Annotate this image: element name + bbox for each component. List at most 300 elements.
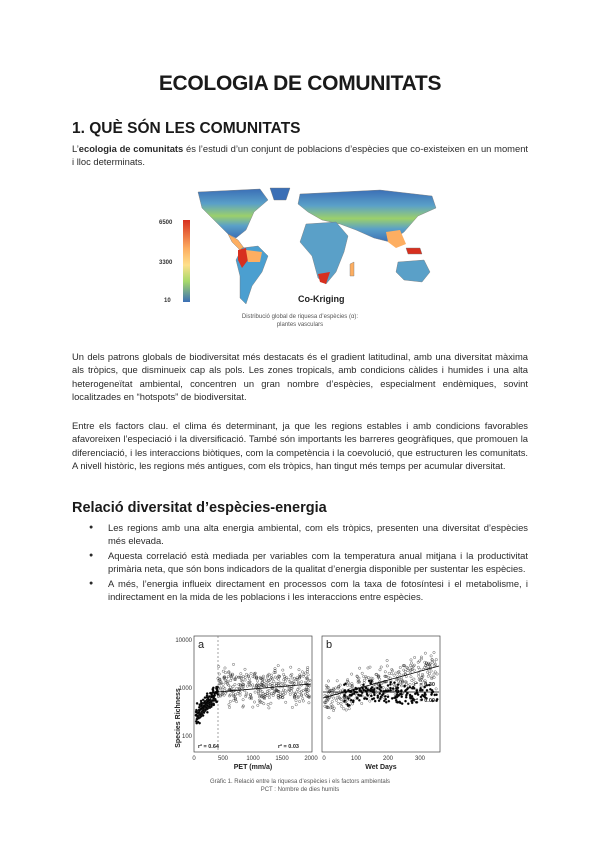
data-point-filled [347,697,349,699]
intro-bold-term: ecologia de comunitats [78,143,184,154]
data-point-filled [397,684,399,686]
data-point-open [297,681,299,683]
data-point-filled [379,684,381,686]
data-point-filled [368,680,370,682]
map-method-label: Co-Kriging [298,294,345,304]
data-point-open [419,668,421,670]
x-tick-label: 1000 [246,756,260,762]
data-point-filled [388,700,390,702]
data-point-open [331,701,333,703]
data-point-open [284,692,286,694]
data-point-filled [367,694,369,696]
section-heading-que-son: 1. QUÈ SÓN LES COMUNITATS [72,120,301,137]
data-point-open [337,702,339,704]
data-point-filled [378,700,380,702]
data-point-filled [410,697,412,699]
data-point-open [380,666,382,668]
panel-b-x-label: Wet Days [365,764,397,771]
data-point-open [242,675,244,677]
data-point-open [395,672,397,674]
data-point-open [434,671,436,673]
data-point-open [336,680,338,682]
data-point-filled [389,687,391,689]
data-point-open [236,687,238,689]
data-point-filled [206,711,208,713]
data-point-open [299,692,301,694]
data-point-open [231,677,233,679]
data-point-filled [363,698,365,700]
species-richness-world-map [150,186,450,310]
data-point-open [298,700,300,702]
data-point-open [411,679,413,681]
data-point-open [333,707,335,709]
data-point-open [273,680,275,682]
data-point-open [282,669,284,671]
data-point-filled [374,700,376,702]
x-tick-label: 0 [322,756,326,762]
data-point-open [256,680,258,682]
data-point-filled [366,698,368,700]
data-point-open [379,678,381,680]
data-point-filled [380,690,382,692]
data-point-open [361,702,363,704]
data-point-open [281,691,283,693]
data-point-open [363,681,365,683]
data-point-filled [387,696,389,698]
data-point-open [267,683,269,685]
data-point-open [302,700,304,702]
data-point-open [228,706,230,708]
data-point-open [424,652,426,654]
data-point-open [230,679,232,681]
data-point-open [386,659,388,661]
data-point-filled [430,694,432,696]
data-point-open [303,674,305,676]
map-madagascar [350,262,354,276]
data-point-open [374,686,376,688]
data-point-open [288,678,290,680]
data-point-filled [195,711,197,713]
data-point-open [229,700,231,702]
data-point-open [350,673,352,675]
intro-prefix: L’ [72,143,79,154]
data-point-open [367,676,369,678]
data-point-open [245,695,247,697]
panel-b-annotation-upper: r² = 0.30 [414,682,435,688]
data-point-open [259,690,261,692]
data-point-open [410,659,412,661]
data-point-open [218,665,220,667]
data-point-open [328,717,330,719]
data-point-open [346,679,348,681]
data-point-filled [216,687,218,689]
data-point-open [269,684,271,686]
x-tick-label: 2000 [304,756,318,762]
x-tick-label: 200 [382,756,394,762]
data-point-open [358,667,360,669]
data-point-open [285,701,287,703]
data-point-filled [204,701,206,703]
data-point-open [404,670,406,672]
data-point-open [332,688,334,690]
legend-mid-label: 3300 [159,260,173,266]
data-point-open [295,700,297,702]
data-point-open [244,668,246,670]
data-point-open [431,677,433,679]
y-tick-label: 10000 [175,638,192,644]
data-point-open [252,684,254,686]
data-point-open [433,651,435,653]
x-tick-label: 1500 [275,756,289,762]
panel-b-letter: b [326,639,333,651]
data-point-open [427,675,429,677]
data-point-open [296,691,298,693]
data-point-filled [214,699,216,701]
list-item: ● Les regions amb una alta energia ambiental, com els tròpics, presenten una diversitat d’espècies més elevada. [72,521,528,548]
data-point-open [242,699,244,701]
data-point-open [410,662,412,664]
legend-min-label: 10 [164,298,171,304]
data-point-filled [397,701,399,703]
data-point-open [257,704,259,706]
panel-a-annotation-right: r² = 0.03 [278,744,299,750]
scatter-panel-b [322,636,440,771]
data-point-filled [395,697,397,699]
data-point-filled [359,694,361,696]
data-point-filled [344,695,346,697]
panel-a-letter: a [198,639,205,651]
data-point-open [333,697,335,699]
data-point-filled [204,697,206,699]
data-point-open [289,693,291,695]
data-point-open [413,664,415,666]
data-point-open [324,705,326,707]
data-point-filled [401,703,403,705]
data-point-filled [385,701,387,703]
data-point-filled [397,687,399,689]
data-point-filled [405,696,407,698]
data-point-open [228,703,230,705]
data-point-open [335,699,337,701]
data-point-filled [196,702,198,704]
map-north-america [198,189,268,238]
data-point-filled [206,693,208,695]
data-point-filled [196,722,198,724]
data-point-filled [370,695,372,697]
data-point-filled [409,694,411,696]
data-point-filled [358,699,360,701]
data-point-open [257,692,259,694]
data-point-open [403,669,405,671]
data-point-open [252,706,254,708]
data-point-filled [400,689,402,691]
data-point-filled [419,689,421,691]
data-point-open [244,679,246,681]
x-tick-label: 100 [350,756,362,762]
data-point-open [218,673,220,675]
section-heading-energia: Relació diversitat d’espècies-energia [72,500,327,516]
data-point-open [388,672,390,674]
data-point-filled [380,696,382,698]
data-point-filled [203,712,205,714]
data-point-filled [392,688,394,690]
data-point-open [339,684,341,686]
scatter-caption-line2: PCT : Nombre de dies humits [260,787,340,793]
data-point-open [340,702,342,704]
data-point-filled [395,689,397,691]
data-point-open [300,681,302,683]
x-tick-label: 500 [217,756,229,762]
data-point-filled [390,681,392,683]
data-point-open [410,676,412,678]
data-point-open [361,672,363,674]
data-point-filled [356,697,358,699]
data-point-open [277,664,279,666]
data-point-open [407,669,409,671]
data-point-open [370,677,372,679]
data-point-open [302,698,304,700]
intro-rest: és l’estudi d’un conjunt de poblacions d’espècies que co-existeixen en un moment i lloc determinats. [72,143,529,168]
map-australia [396,260,430,282]
data-point-open [285,677,287,679]
data-point-filled [387,684,389,686]
data-point-filled [346,703,348,705]
data-point-filled [352,700,354,702]
data-point-filled [380,686,382,688]
data-point-filled [208,706,210,708]
data-point-filled [436,698,438,700]
data-point-open [250,672,252,674]
page-title: ECOLOGIA DE COMUNITATS [158,72,442,95]
data-point-open [429,666,431,668]
data-point-filled [390,689,392,691]
data-point-open [267,703,269,705]
species-energy-scatter-figure [168,630,450,776]
data-point-filled [387,690,389,692]
data-point-open [369,700,371,702]
data-point-open [334,687,336,689]
list-item: ● Aquesta correlació està mediada per variables com la temperatura anual mitjana i la productivitat primària neta, que són bons indicadors de la qualitat d’energia disponible per sustentar les espècies. [72,549,528,576]
data-point-open [308,702,310,704]
data-point-open [393,674,395,676]
data-point-open [270,702,272,704]
data-point-filled [377,695,379,697]
data-point-open [367,667,369,669]
legend-max-label: 6500 [159,220,173,226]
map-greenland [270,188,290,200]
data-point-open [421,673,423,675]
data-point-open [291,706,293,708]
map-amazon [246,250,262,262]
data-point-open [399,673,401,675]
data-point-open [433,673,435,675]
data-point-open [262,679,264,681]
y-axis-label: Species Richness [175,688,182,748]
data-point-open [269,693,271,695]
data-point-filled [383,700,385,702]
scatter-panel-a [175,636,318,771]
data-point-open [332,709,334,711]
panel-a-x-label: PET (mm/a) [233,764,273,771]
data-point-filled [393,682,395,684]
data-point-open [307,674,309,676]
data-point-open [329,707,331,709]
data-point-open [270,674,272,676]
data-point-filled [206,696,208,698]
data-point-open [386,665,388,667]
data-point-filled [389,683,391,685]
list-item: ● A més, l’energia influeix directament en processos com la taxa de fotosíntesi i el metabolisme, i indirectament en la mida de les poblacions i les interaccions entre espècies. [72,577,528,604]
data-point-open [253,701,255,703]
data-point-open [345,709,347,711]
data-point-open [341,705,343,707]
data-point-filled [404,700,406,702]
data-point-open [244,676,246,678]
data-point-filled [407,703,409,705]
data-point-open [268,696,270,698]
data-point-open [399,666,401,668]
data-point-filled [370,690,372,692]
data-point-filled [429,688,431,690]
panel-b-annotation-lower: r² = 0.00 [414,698,435,704]
map-caption-line1: Distribució global de riquesa d’espècies (α): [241,314,359,320]
data-point-open [348,708,350,710]
data-point-open [435,658,437,660]
data-point-filled [365,690,367,692]
data-point-open [413,656,415,658]
data-point-filled [406,692,408,694]
data-point-filled [373,694,375,696]
data-point-open [363,679,365,681]
data-point-open [248,678,250,680]
map-caption [200,313,400,329]
data-point-open [270,693,272,695]
data-point-filled [409,686,411,688]
data-point-open [224,667,226,669]
data-point-filled [344,700,346,702]
data-point-open [324,694,326,696]
energy-bullet-list [72,521,528,604]
data-point-open [232,685,234,687]
data-point-filled [401,696,403,698]
data-point-filled [423,695,425,697]
data-point-open [234,683,236,685]
data-point-open [290,690,292,692]
data-point-open [224,672,226,674]
panel-a-points [195,663,311,724]
data-point-filled [211,704,213,706]
data-point-open [409,683,411,685]
data-point-filled [197,717,199,719]
data-point-open [430,655,432,657]
data-point-filled [384,695,386,697]
data-point-open [418,675,420,677]
data-point-open [227,675,229,677]
data-point-open [232,663,234,665]
data-point-filled [379,693,381,695]
data-point-filled [381,694,383,696]
data-point-open [363,675,365,677]
panel-a-annotation-left: r² = 0.64 [198,744,219,750]
data-point-filled [398,694,400,696]
scatter-caption-line1: Gràfic 1. Relació entre la riquesa d’espècies i els factors ambientals [209,779,391,785]
data-point-filled [200,703,202,705]
data-point-open [298,669,300,671]
data-point-filled [212,687,214,689]
data-point-open [405,683,407,685]
data-point-filled [370,682,372,684]
data-point-open [330,703,332,705]
data-point-filled [395,699,397,701]
data-point-open [379,669,381,671]
data-point-filled [199,713,201,715]
data-point-open [245,673,247,675]
map-legend-colorbar [183,220,190,302]
data-point-open [435,688,437,690]
data-point-open [240,673,242,675]
data-point-filled [202,699,204,701]
latitudinal-gradient-paragraph: Un dels patrons globals de biodiversitat més destacats és el gradient latitudinal, amb una diversitat màxima als tròpics, que disminueix cap als pols. Les zones tropicals, amb condicions càlides i humides i una alta heterogeneïtat ambiental, concentren un gran nombre d’espècies, especialment endèmiques, sovint localitzades en “hotspots” de biodiversitat. [72,351,528,403]
data-point-open [400,677,402,679]
data-point-filled [212,691,214,693]
data-point-open [262,675,264,677]
map-caption-line2: plantes vasculars [276,322,324,328]
data-point-open [246,685,248,687]
data-point-open [284,680,286,682]
data-point-open [304,681,306,683]
data-point-filled [404,685,406,687]
data-point-open [290,666,292,668]
data-point-open [222,670,224,672]
data-point-open [258,696,260,698]
data-point-open [268,707,270,709]
map-new-guinea [406,248,422,254]
data-point-filled [343,684,345,686]
data-point-open [390,672,392,674]
y-tick-label: 100 [181,734,192,740]
data-point-filled [365,687,367,689]
data-point-filled [350,694,352,696]
data-point-open [291,677,293,679]
data-point-filled [434,694,436,696]
x-tick-label: 300 [414,756,426,762]
data-point-open [346,684,348,686]
intro-paragraph [72,142,528,169]
data-point-open [420,656,422,658]
data-point-open [293,677,295,679]
data-point-open [301,671,303,673]
data-point-open [254,691,256,693]
data-point-open [409,664,411,666]
data-point-filled [421,689,423,691]
data-point-open [327,680,329,682]
scatter-caption [150,778,450,794]
data-point-filled [362,684,364,686]
data-point-open [229,686,231,688]
data-point-open [302,675,304,677]
data-point-open [295,704,297,706]
data-point-filled [376,687,378,689]
x-tick-label: 0 [192,756,196,762]
data-point-filled [205,707,207,709]
data-point-open [430,670,432,672]
data-point-open [239,694,241,696]
key-factors-paragraph: Entre els factors clau. el clima és determinant, ja que les regions estables i amb condicions favorables afavoreixen l’especiació i la diversificació. També són importants les barreres geogràfiques, que promouen la diferenciació, i les interaccions biòtiques, com la competència i la coevolució, que estructuren les comunitats. A nivell històric, les regions més antigues, com els tròpics, han tingut més temps per acumular diversitat. [72,420,528,472]
data-point-filled [426,689,428,691]
data-point-filled [385,690,387,692]
y-tick-label: 1000 [178,686,192,692]
data-point-open [282,673,284,675]
